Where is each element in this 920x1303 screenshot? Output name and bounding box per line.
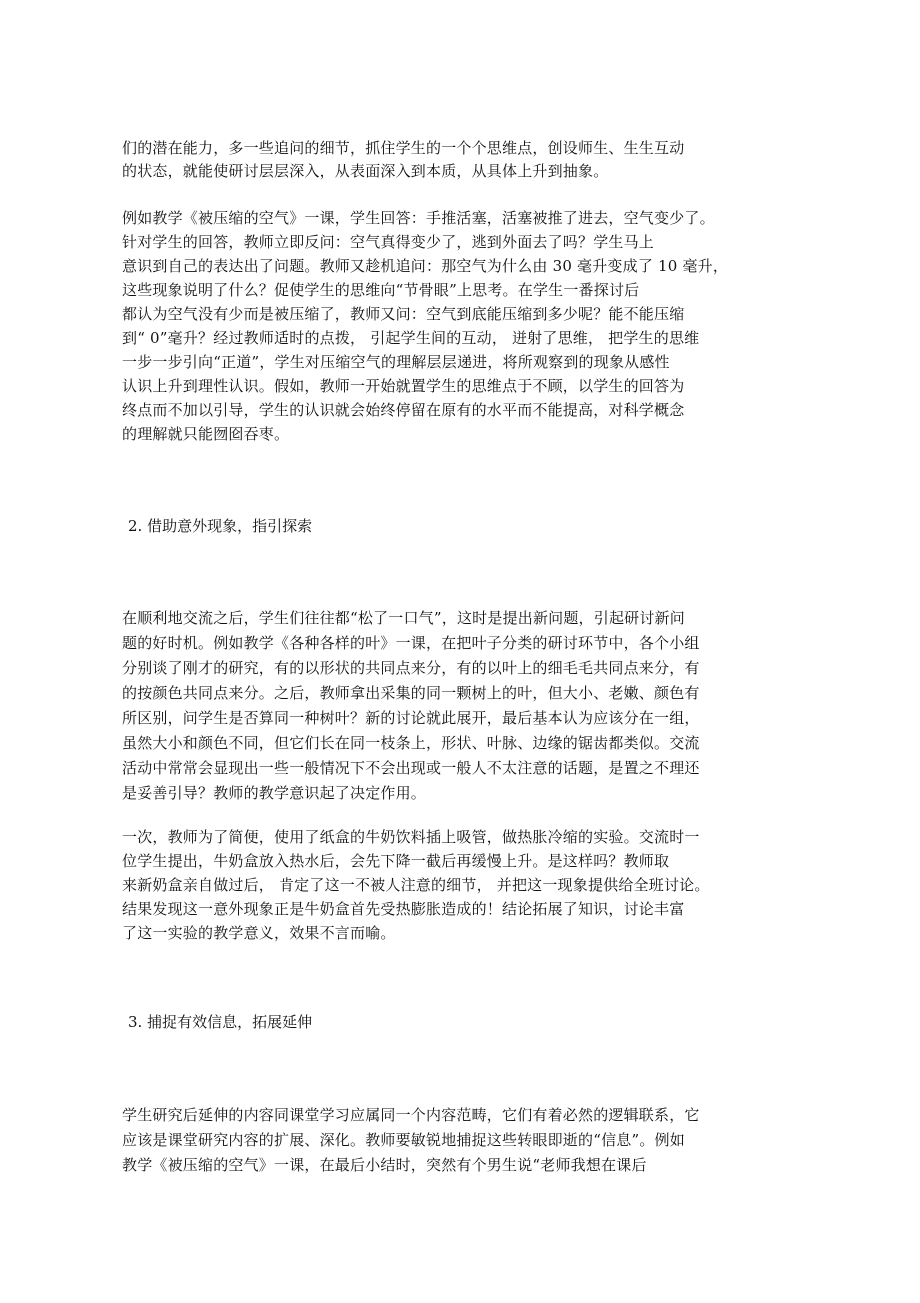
text-line: 位学生提出，牛奶盒放入热水后，会先下降一截后再缓慢上升。是这样吗？教师取 bbox=[122, 852, 670, 870]
text-line: 一步一步引向“正道”，学生对压缩空气的理解层层递进，将所观察到的现象从感性 bbox=[122, 353, 670, 371]
text-line: 所区别，问学生是否算同一种树叶？新的讨论就此展开，最后基本认为应该分在一组， bbox=[122, 709, 700, 727]
text-line: 们的潜在能力，多一些追问的细节，抓住学生的一个个思维点，创设师生、生生互动 bbox=[122, 139, 685, 157]
section-heading: 2. 借助意外现象，指引探索 bbox=[128, 517, 313, 535]
section-heading: 3. 捕捉有效信息，拓展延伸 bbox=[128, 1013, 313, 1031]
text-line: 一次，教师为了简便，使用了纸盒的牛奶饮料插上吸管，做热胀冷缩的实验。交流时一 bbox=[122, 828, 700, 846]
text-line: 针对学生的回答，教师立即反问：空气真得变少了，逃到外面去了吗？学生马上 bbox=[122, 233, 655, 251]
text-line: 到“ 0”毫升？经过教师适时的点拨， 引起学生间的互动， 迸射了思维， 把学生的思维 bbox=[122, 329, 700, 347]
text-line: 例如教学《被压缩的空气》一课，学生回答：手推活塞，活塞被推了进去，空气变少了。 bbox=[122, 209, 715, 227]
text-line: 的理解就只能囫囵吞枣。 bbox=[122, 425, 290, 443]
text-line: 都认为空气没有少而是被压缩了，教师又问：空气到底能压缩到多少呢？能不能压缩 bbox=[122, 305, 685, 323]
text-line: 活动中常常会显现出一些一般情况下不会出现或一般人不太注意的话题，是置之不理还 bbox=[122, 759, 700, 777]
text-line: 来新奶盒亲自做过后， 肯定了这一不被人注意的细节， 并把这一现象提供给全班讨论。 bbox=[122, 876, 710, 894]
text-line: 的按颜色共同点来分。之后，教师拿出采集的同一颗树上的叶，但大小、老嫩、颜色有 bbox=[122, 684, 700, 702]
text-line: 应该是课堂研究内容的扩展、深化。教师要敏锐地捕捉这些转眼即逝的“信息”。例如 bbox=[122, 1131, 685, 1149]
text-line: 分别谈了刚才的研究，有的以形状的共同点来分，有的以叶上的细毛毛共同点来分，有 bbox=[122, 659, 700, 677]
text-line: 题的好时机。例如教学《各种各样的叶》一课，在把叶子分类的研讨环节中，各个小组 bbox=[122, 634, 700, 652]
text-line: 了这一实验的教学意义，效果不言而喻。 bbox=[122, 924, 396, 942]
text-line: 教学《被压缩的空气》一课，在最后小结时，突然有个男生说“老师我想在课后 bbox=[122, 1156, 647, 1174]
text-line: 这些现象说明了什么？促使学生的思维向“节骨眼”上思考。在学生一番探讨后 bbox=[122, 281, 640, 299]
text-line: 虽然大小和颜色不同，但它们长在同一枝条上，形状、叶脉、边缘的锯齿都类似。交流 bbox=[122, 734, 700, 752]
text-line: 的状态，就能使研讨层层深入，从表面深入到本质，从具体上升到抽象。 bbox=[122, 162, 609, 180]
text-line: 结果发现这一意外现象正是牛奶盒首先受热膨胀造成的！结论拓展了知识，讨论丰富 bbox=[122, 900, 685, 918]
text-line: 是妥善引导？教师的教学意识起了决定作用。 bbox=[122, 784, 427, 802]
text-line: 学生研究后延伸的内容同课堂学习应属同一个内容范畴，它们有着必然的逻辑联系，它 bbox=[122, 1106, 700, 1124]
text-line: 认识上升到理性认识。假如，教师一开始就置学生的思维点于不顾，以学生的回答为 bbox=[122, 377, 685, 395]
text-line: 在顺利地交流之后，学生们往往都“松了一口气”，这时是提出新问题，引起研讨新问 bbox=[122, 609, 685, 627]
text-line: 终点而不加以引导，学生的认识就会始终停留在原有的水平而不能提高，对科学概念 bbox=[122, 401, 685, 419]
text-line: 意识到自己的表达出了问题。教师又趁机追问：那空气为什么由 30 毫升变成了 10 毫升， bbox=[122, 257, 729, 275]
